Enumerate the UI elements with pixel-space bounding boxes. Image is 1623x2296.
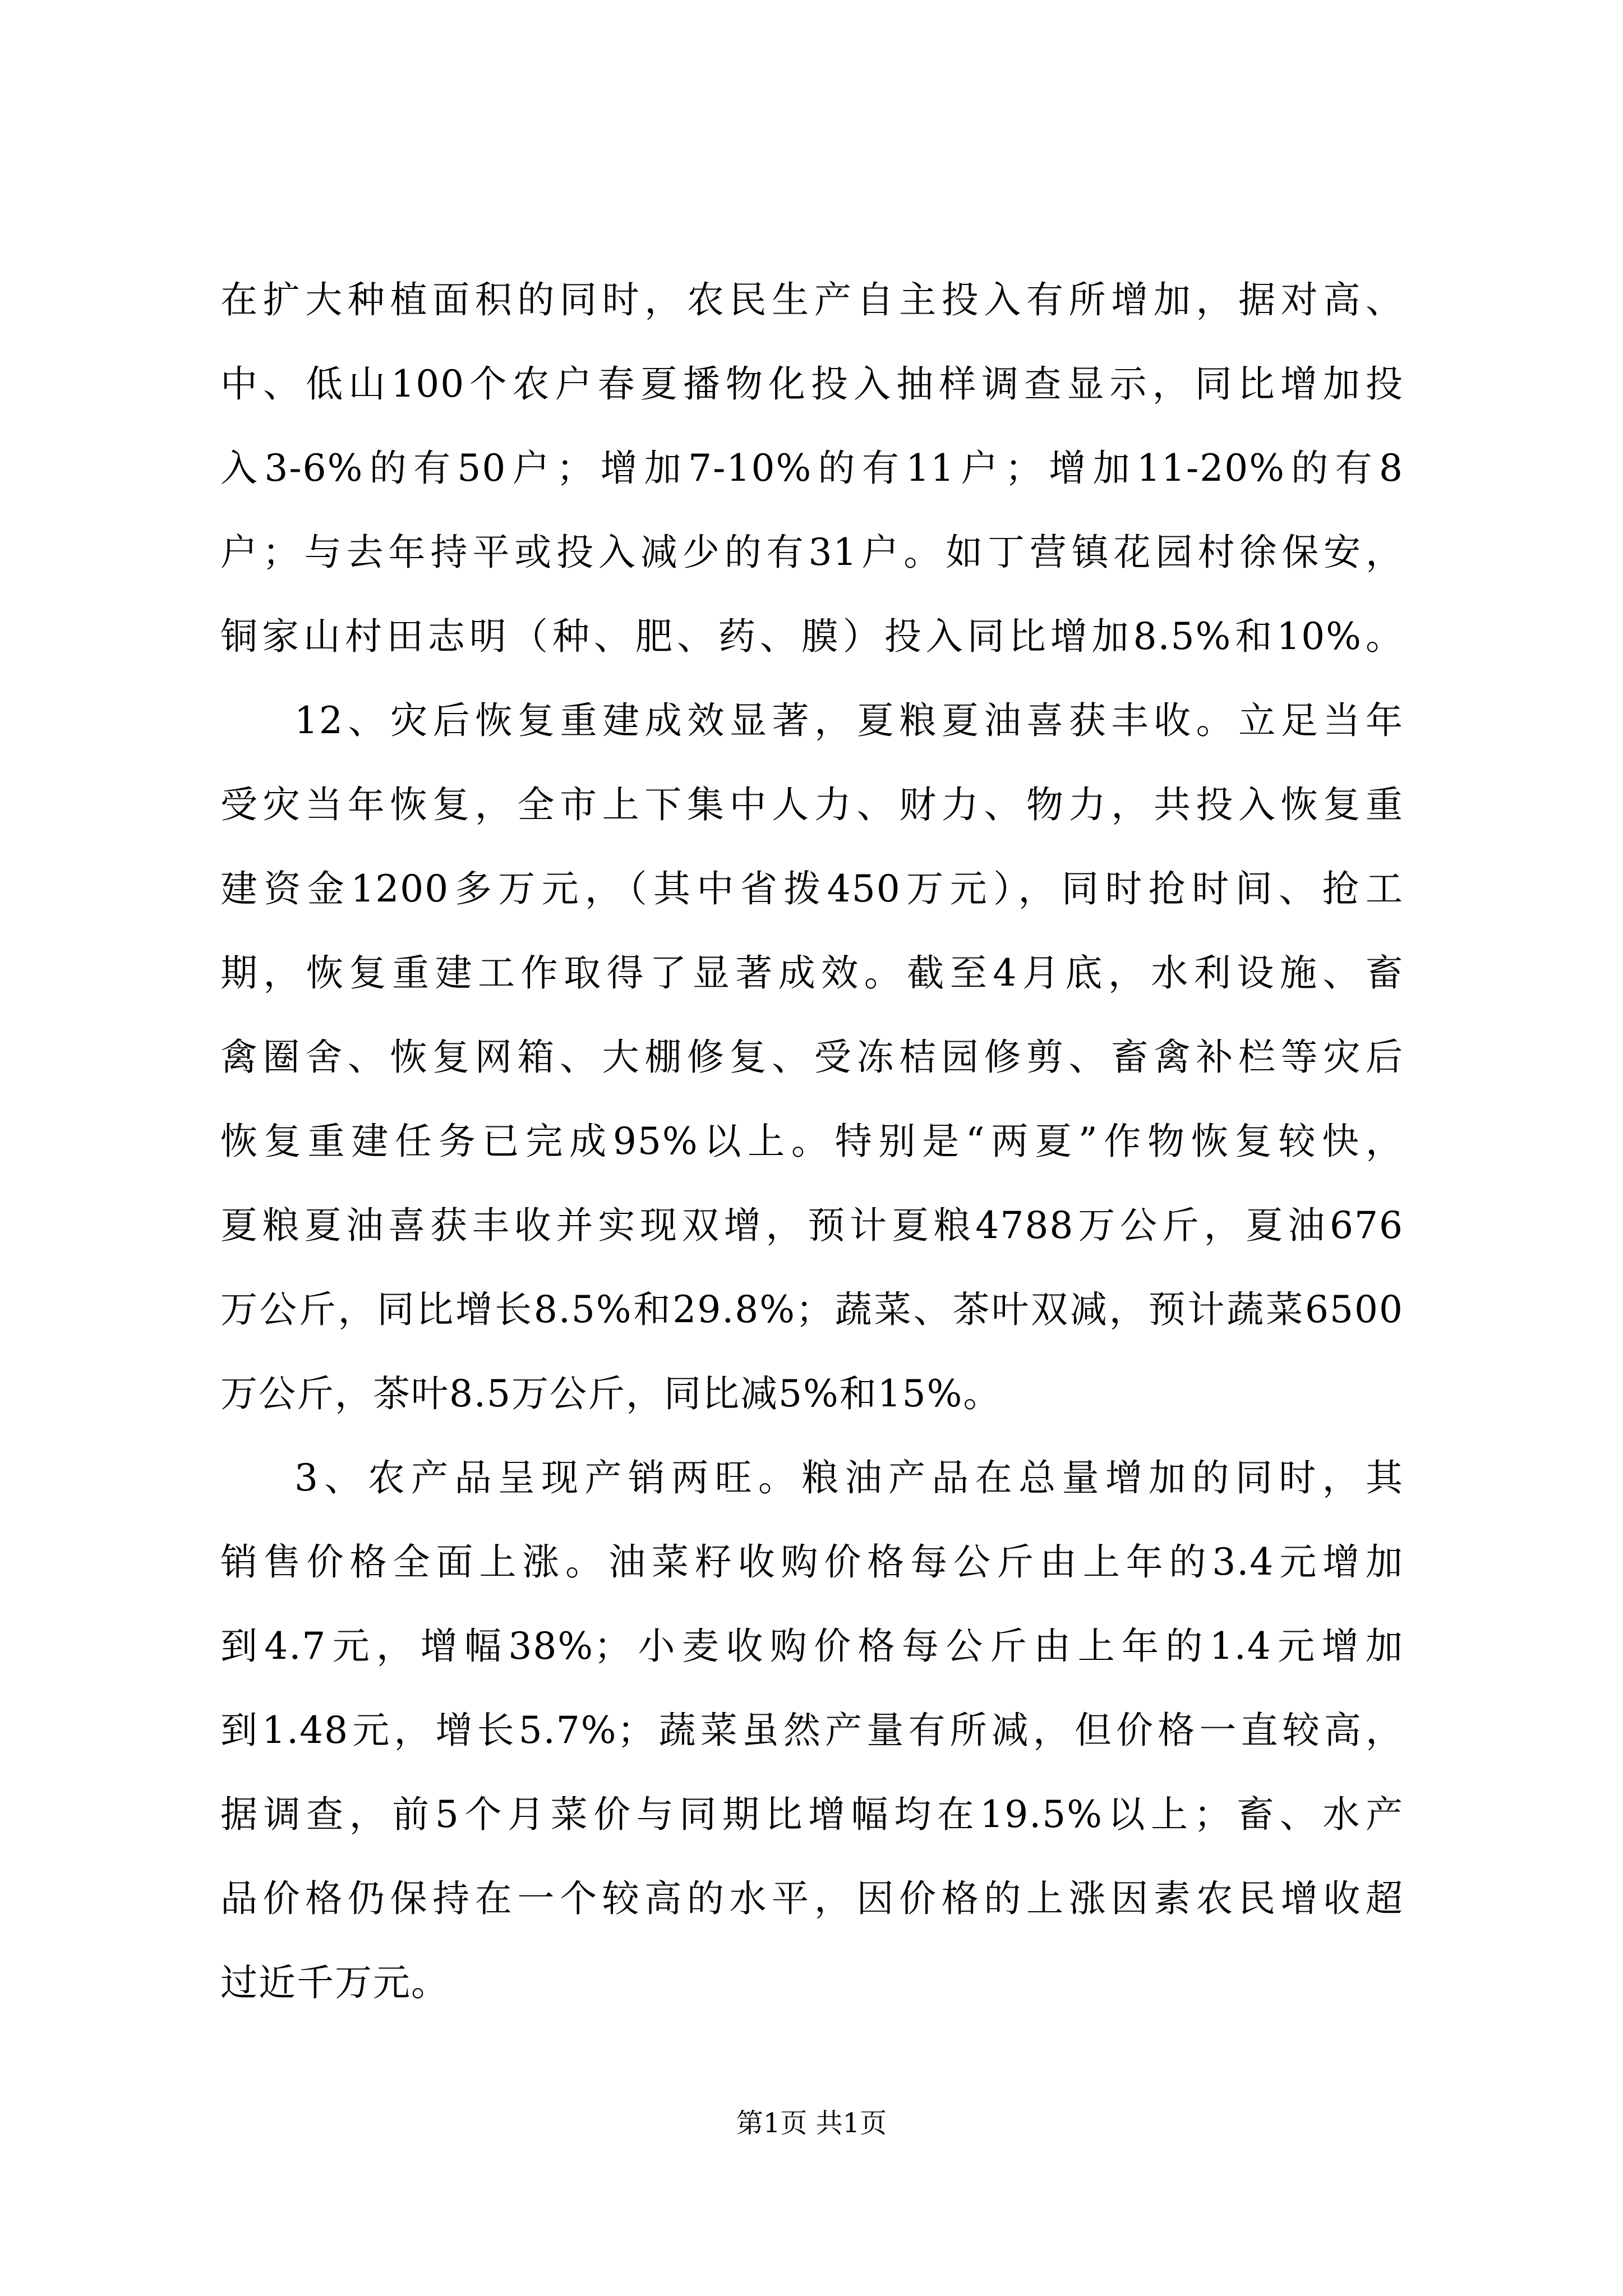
paragraph-line: 受灾当年恢复，全市上下集中人力、财力、物力，共投入恢复重 xyxy=(220,783,1404,826)
paragraph-line: 恢复重建任务已完成95%以上。特别是“两夏”作物恢复较快， xyxy=(220,1120,1404,1163)
paragraph-line: 12、灾后恢复重建成效显著，夏粮夏油喜获丰收。立足当年 xyxy=(294,699,1404,742)
paragraph-line: 品价格仍保持在一个较高的水平，因价格的上涨因素农民增收超 xyxy=(220,1877,1404,1920)
paragraph-line: 万公斤，同比增长8.5%和29.8%；蔬菜、茶叶双减，预计蔬菜6500 xyxy=(220,1288,1404,1331)
paragraph-line: 据调查，前5个月菜价与同期比增幅均在19.5%以上；畜、水产 xyxy=(220,1793,1404,1836)
paragraph-2 xyxy=(220,679,1404,1436)
paragraph-3 xyxy=(220,1436,1404,2025)
paragraph-line: 到1.48元，增长5.7%；蔬菜虽然产量有所减，但价格一直较高， xyxy=(220,1709,1404,1752)
paragraph-1 xyxy=(220,258,1404,679)
paragraph-line: 铜家山村田志明（种、肥、药、膜）投入同比增加8.5%和10%。 xyxy=(220,615,1404,658)
document-body xyxy=(220,258,1404,2025)
paragraph-line: 到4.7元，增幅38%；小麦收购价格每公斤由上年的1.4元增加 xyxy=(220,1625,1404,1668)
paragraph-line: 3、农产品呈现产销两旺。粮油产品在总量增加的同时，其 xyxy=(294,1456,1404,1499)
paragraph-line: 万公斤，茶叶8.5万公斤，同比减5%和15%。 xyxy=(220,1372,1002,1415)
paragraph-line: 建资金1200多万元，（其中省拨450万元），同时抢时间、抢工 xyxy=(220,867,1404,910)
paragraph-line: 中、低山100个农户春夏播物化投入抽样调查显示，同比增加投 xyxy=(220,362,1404,406)
paragraph-line: 过近千万元。 xyxy=(220,1961,449,2004)
paragraph-line: 在扩大种植面积的同时，农民生产自主投入有所增加，据对高、 xyxy=(220,278,1404,321)
paragraph-line: 禽圈舍、恢复网箱、大棚修复、受冻桔园修剪、畜禽补栏等灾后 xyxy=(220,1036,1404,1079)
page-number-footer: 第1页 共1页 xyxy=(736,2108,887,2139)
paragraph-line: 销售价格全面上涨。油菜籽收购价格每公斤由上年的3.4元增加 xyxy=(220,1540,1404,1584)
paragraph-line: 期，恢复重建工作取得了显著成效。截至4月底，水利设施、畜 xyxy=(220,951,1404,995)
paragraph-line: 户；与去年持平或投入减少的有31户。如丁营镇花园村徐保安， xyxy=(220,531,1404,574)
paragraph-line: 入3-6%的有50户；增加7-10%的有11户；增加11-20%的有8 xyxy=(220,447,1404,490)
paragraph-line: 夏粮夏油喜获丰收并实现双增，预计夏粮4788万公斤，夏油676 xyxy=(220,1204,1404,1247)
